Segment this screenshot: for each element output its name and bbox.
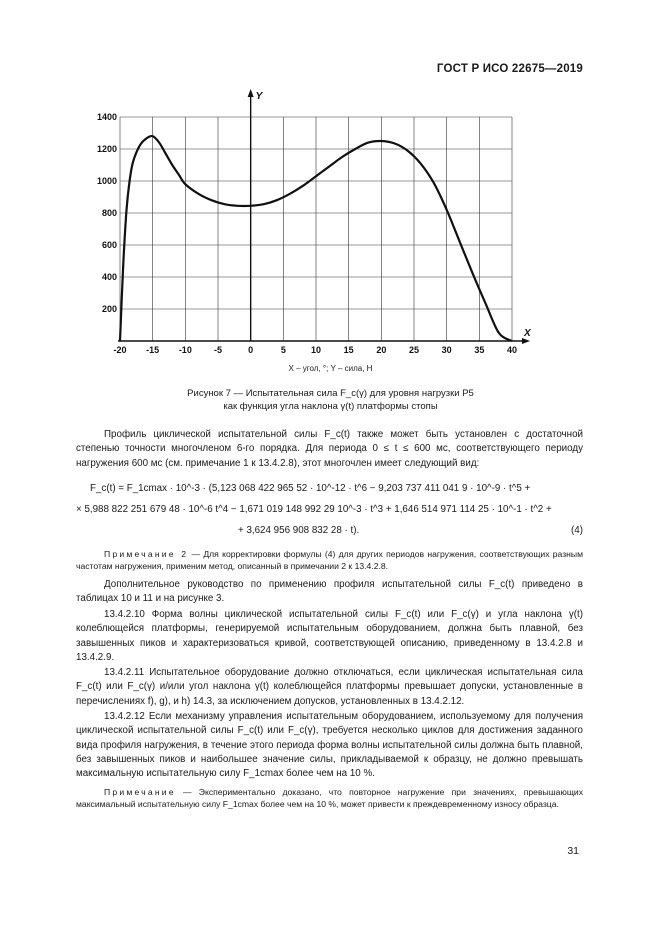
clause-13-4-2-10: 13.4.2.10 Форма волны циклической испытательной силы F_c(t) или F_c(γ) и угла наклона γ(t) колеблющейся платформы, генерируемой испытательным оборудованием, должна быть плавной, без завышенных пиков и характеризоваться кривой, соответствующей описанию, приведенному в 13.4.2.8 и 13.4.2.9. bbox=[76, 609, 583, 663]
intro-paragraph: Профиль циклической испытательной силы F_c(t) также может быть установлен с достаточной степенью точности многочленом 6-го порядка. Для периода 0 ≤ t ≤ 600 мс, соответствующего периоду нагружения 600 мс (см. примечание 1 к 13.4.2.8), этот многочлен имеет следующий вид: bbox=[76, 429, 583, 469]
figure-caption-line2: как функция угла наклона γ(t) платформы стопы bbox=[223, 400, 438, 412]
formula-number: (4) bbox=[571, 525, 583, 536]
clause-13-4-2-12: 13.4.2.12 Если механизму управления испытательным оборудованием, используемому для получения циклической испытательной силы F_c(t) или F_c(γ), требуется несколько циклов для достижения заданного вида профиля нагружения, в течение этого периода форма волны испытательной силы должна быть плавной, без завышенных пиков и наибольшее значение силы, прикладываемой к образцу, не должно превышать максимальную испытательную силу F_1cmax более чем на 10 %. bbox=[76, 711, 583, 780]
document-header: ГОСТ Р ИСО 22675—2019 bbox=[436, 63, 583, 75]
additional-paragraph-block bbox=[76, 578, 583, 607]
figure-caption bbox=[0, 388, 661, 413]
x-tick-label: 20 bbox=[376, 345, 387, 355]
x-tick-label: 10 bbox=[310, 345, 322, 355]
x-tick-label: -5 bbox=[213, 345, 223, 355]
formula-block bbox=[76, 478, 583, 541]
formula-line2: × 5,988 822 251 679 48 · 10^-6 t^4 − 1,671 019 148 992 29 10^-3 · t^3 + 1,646 514 971 114 25 · 10^-1 · t^2 + bbox=[76, 504, 552, 515]
page-number: 31 bbox=[567, 845, 579, 857]
x-tick-label: -20 bbox=[113, 345, 127, 355]
formula-line1: F_c(t) = F_1cmax · 10^-3 · (5,123 068 422 965 52 · 10^-12 · t^6 − 9,203 737 411 041 9 · 10^-9 · t^5 + bbox=[90, 483, 531, 494]
final-note-label: Примечание bbox=[104, 787, 176, 797]
force-angle-chart bbox=[96, 88, 540, 363]
x-tick-label: 30 bbox=[441, 345, 452, 355]
x-tick-label: 5 bbox=[280, 345, 286, 355]
y-tick-label: 600 bbox=[101, 240, 117, 250]
y-tick-label: 1000 bbox=[96, 176, 117, 186]
note2-text: — Для корректировки формулы (4) для других периодов нагружения, соответствующих разным частотам нагружения, применим метод, описанный в примечании 2 к 13.4.2.8. bbox=[76, 549, 583, 571]
y-axis-name: Y bbox=[255, 91, 263, 102]
clause-13-4-2-11: 13.4.2.11 Испытательное оборудование должно отключаться, если циклическая испытательная сила F_c(t) или F_c(γ) и/или угол наклона γ(t) колеблющейся платформы превышает допуски, установленные в перечислениях f), g), и h) 14.3, за исключением допусков, установленных в 13.4.2.12. bbox=[76, 667, 583, 707]
additional-paragraph: Дополнительное руководство по применению профиля испытательной силы F_c(t) приведено в таблицах 10 и 11 и на рисунке 3. bbox=[76, 579, 583, 605]
y-tick-label: 1400 bbox=[96, 112, 117, 122]
final-note-block bbox=[76, 786, 583, 810]
y-tick-label: 200 bbox=[101, 304, 117, 314]
formula-line3: + 3,624 956 908 832 28 · t). bbox=[238, 525, 360, 536]
x-tick-label: 0 bbox=[248, 345, 254, 355]
y-tick-label: 400 bbox=[101, 272, 117, 282]
y-tick-label: 800 bbox=[101, 208, 117, 218]
x-tick-label: 40 bbox=[506, 345, 518, 355]
clause-13-4-2-12-block bbox=[76, 710, 583, 781]
x-tick-label: -15 bbox=[146, 345, 160, 355]
x-axis-name: X bbox=[524, 328, 531, 339]
x-tick-label: -10 bbox=[178, 345, 192, 355]
intro-paragraph-block bbox=[76, 428, 583, 471]
note2-block bbox=[76, 548, 583, 572]
x-tick-label: 25 bbox=[408, 345, 420, 355]
axis-caption: X – угол, °; Y – сила, Н bbox=[288, 364, 373, 373]
x-tick-label: 35 bbox=[474, 345, 485, 355]
clause-13-4-2-11-block bbox=[76, 666, 583, 709]
figure-caption-line1: Рисунок 7 — Испытательная сила F_c(γ) для уровня нагрузки P5 bbox=[187, 388, 474, 399]
x-tick-label: 15 bbox=[343, 345, 354, 355]
y-axis-arrow bbox=[248, 89, 254, 97]
note2-label: Примечание 2 bbox=[104, 549, 189, 559]
y-tick-label: 1200 bbox=[96, 144, 117, 154]
final-note-text: — Экспериментально доказано, что повторное нагружение при значениях, превышающих максимальный испытательную силу F_1cmax более чем на 10 %, может привести к преждевременному износу образца. bbox=[76, 787, 583, 809]
clause-13-4-2-10-block bbox=[76, 608, 583, 665]
